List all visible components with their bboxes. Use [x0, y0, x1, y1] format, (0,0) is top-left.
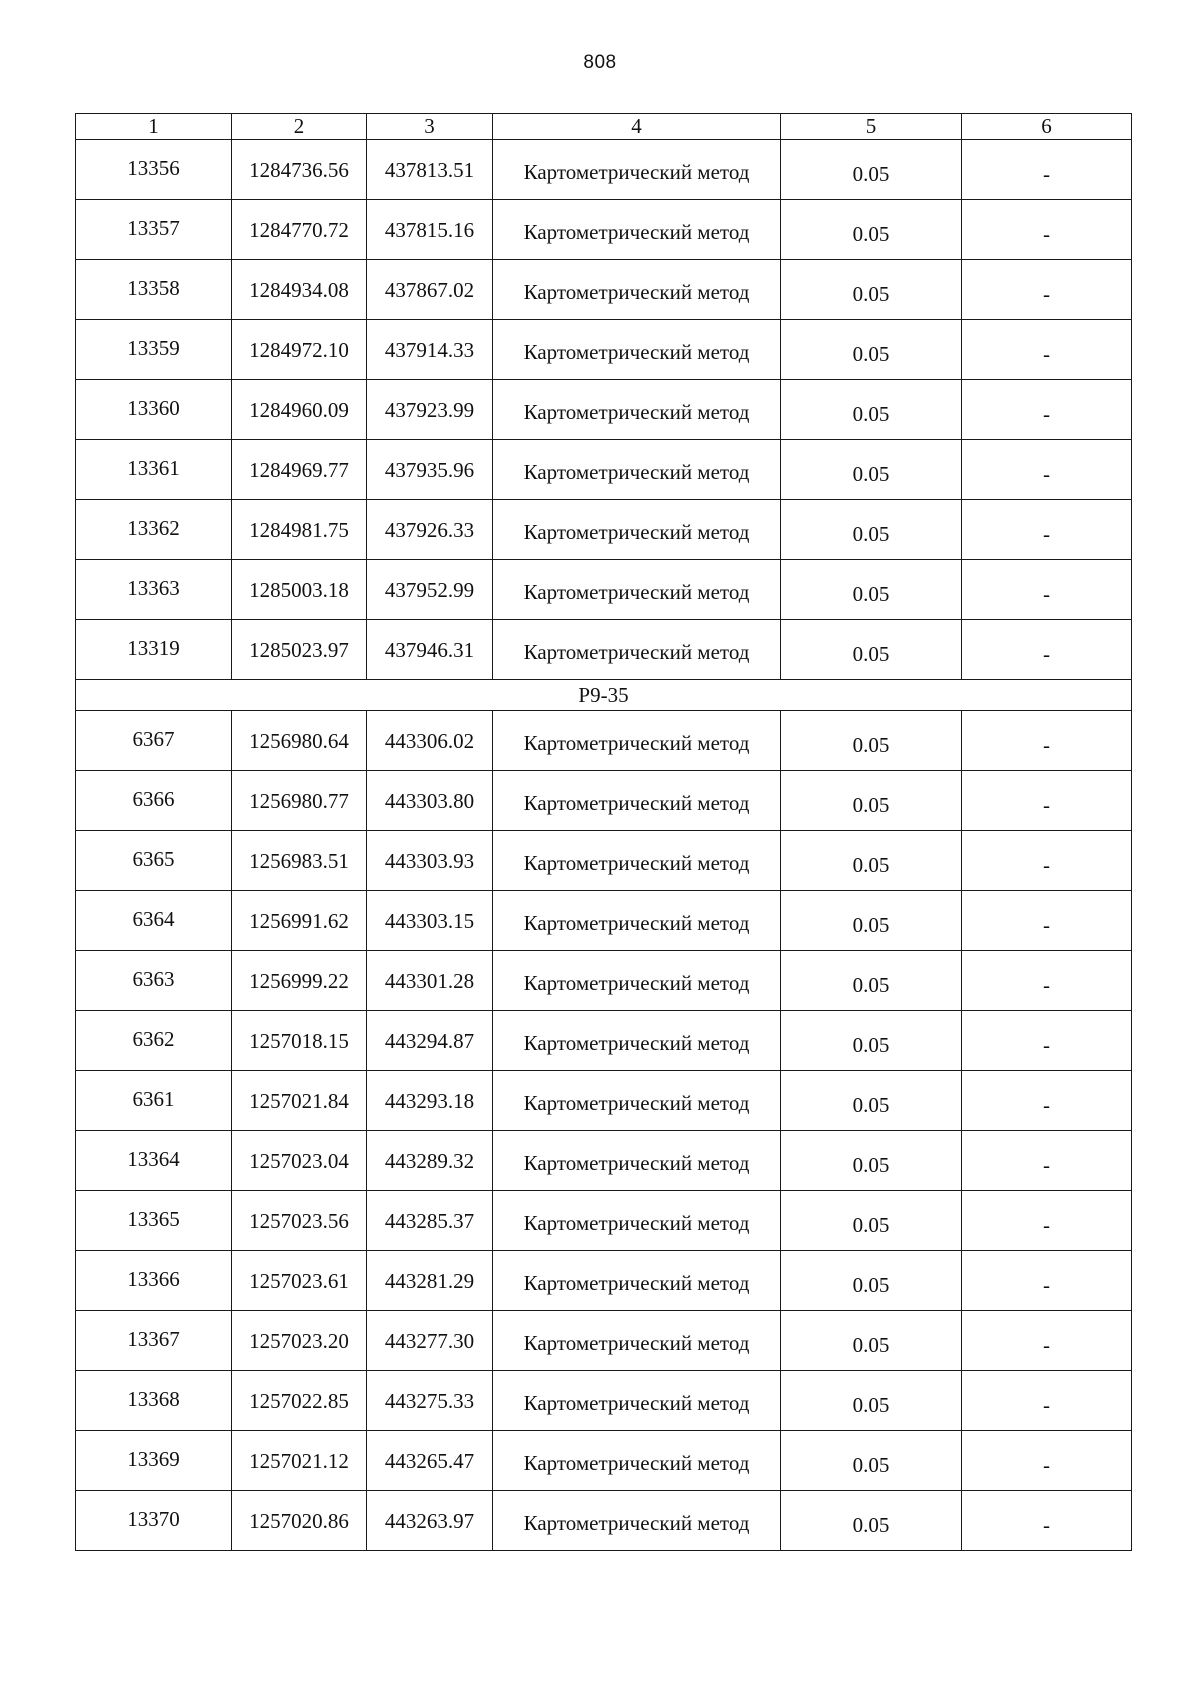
table-row	[76, 1431, 1132, 1491]
accuracy-cell: 0.05	[781, 831, 962, 891]
accuracy-cell: 0.05	[781, 1311, 962, 1371]
table-row	[76, 560, 1132, 620]
x-coordinate-cell: 1284770.72	[232, 200, 367, 260]
method-cell: Картометрический метод	[493, 1191, 781, 1251]
table-row	[76, 1071, 1132, 1131]
method-cell: Картометрический метод	[493, 380, 781, 440]
x-coordinate-cell: 1256980.77	[232, 771, 367, 831]
note-cell: -	[962, 320, 1132, 380]
point-number-cell: 6362	[76, 1011, 232, 1071]
note-cell: -	[962, 1071, 1132, 1131]
y-coordinate-cell: 437867.02	[367, 260, 493, 320]
note-cell: -	[962, 1431, 1132, 1491]
note-cell: -	[962, 771, 1132, 831]
x-coordinate-cell: 1256999.22	[232, 951, 367, 1011]
note-cell: -	[962, 951, 1132, 1011]
method-cell: Картометрический метод	[493, 500, 781, 560]
x-coordinate-cell: 1284969.77	[232, 440, 367, 500]
method-cell: Картометрический метод	[493, 620, 781, 680]
header-row	[76, 114, 1132, 140]
point-number-cell: 6363	[76, 951, 232, 1011]
note-cell: -	[962, 1251, 1132, 1311]
x-coordinate-cell: 1257021.84	[232, 1071, 367, 1131]
x-coordinate-cell: 1257023.04	[232, 1131, 367, 1191]
table-row	[76, 1131, 1132, 1191]
accuracy-cell: 0.05	[781, 891, 962, 951]
y-coordinate-cell: 437952.99	[367, 560, 493, 620]
note-cell: -	[962, 140, 1132, 200]
x-coordinate-cell: 1257020.86	[232, 1491, 367, 1551]
method-cell: Картометрический метод	[493, 1131, 781, 1191]
method-cell: Картометрический метод	[493, 1251, 781, 1311]
x-coordinate-cell: 1284960.09	[232, 380, 367, 440]
y-coordinate-cell: 443303.93	[367, 831, 493, 891]
note-cell: -	[962, 1371, 1132, 1431]
table-row	[76, 620, 1132, 680]
accuracy-cell: 0.05	[781, 951, 962, 1011]
method-cell: Картометрический метод	[493, 320, 781, 380]
table-row	[76, 380, 1132, 440]
note-cell: -	[962, 1131, 1132, 1191]
y-coordinate-cell: 443289.32	[367, 1131, 493, 1191]
accuracy-cell: 0.05	[781, 1371, 962, 1431]
point-number-cell: 13359	[76, 320, 232, 380]
x-coordinate-cell: 1284981.75	[232, 500, 367, 560]
method-cell: Картометрический метод	[493, 891, 781, 951]
y-coordinate-cell: 437935.96	[367, 440, 493, 500]
table-row	[76, 711, 1132, 771]
point-number-cell: 13319	[76, 620, 232, 680]
note-cell: -	[962, 891, 1132, 951]
column-header: 2	[232, 114, 367, 140]
method-cell: Картометрический метод	[493, 1431, 781, 1491]
point-number-cell: 13363	[76, 560, 232, 620]
table-row	[76, 320, 1132, 380]
method-cell: Картометрический метод	[493, 140, 781, 200]
x-coordinate-cell: 1285023.97	[232, 620, 367, 680]
y-coordinate-cell: 443277.30	[367, 1311, 493, 1371]
method-cell: Картометрический метод	[493, 200, 781, 260]
note-cell: -	[962, 1011, 1132, 1071]
method-cell: Картометрический метод	[493, 771, 781, 831]
x-coordinate-cell: 1284934.08	[232, 260, 367, 320]
y-coordinate-cell: 443263.97	[367, 1491, 493, 1551]
accuracy-cell: 0.05	[781, 560, 962, 620]
x-coordinate-cell: 1284972.10	[232, 320, 367, 380]
x-coordinate-cell: 1256983.51	[232, 831, 367, 891]
accuracy-cell: 0.05	[781, 711, 962, 771]
point-number-cell: 13360	[76, 380, 232, 440]
note-cell: -	[962, 440, 1132, 500]
table-row	[76, 951, 1132, 1011]
accuracy-cell: 0.05	[781, 1191, 962, 1251]
method-cell: Картометрический метод	[493, 1491, 781, 1551]
method-cell: Картометрический метод	[493, 951, 781, 1011]
point-number-cell: 13358	[76, 260, 232, 320]
table-row	[76, 1191, 1132, 1251]
method-cell: Картометрический метод	[493, 1311, 781, 1371]
y-coordinate-cell: 443303.15	[367, 891, 493, 951]
point-number-cell: 13369	[76, 1431, 232, 1491]
point-number-cell: 13368	[76, 1371, 232, 1431]
accuracy-cell: 0.05	[781, 1131, 962, 1191]
note-cell: -	[962, 1491, 1132, 1551]
table-row	[76, 200, 1132, 260]
accuracy-cell: 0.05	[781, 440, 962, 500]
note-cell: -	[962, 500, 1132, 560]
table-row	[76, 140, 1132, 200]
page-number: 808	[583, 52, 617, 73]
table-row	[76, 1251, 1132, 1311]
y-coordinate-cell: 443301.28	[367, 951, 493, 1011]
y-coordinate-cell: 443306.02	[367, 711, 493, 771]
y-coordinate-cell: 443294.87	[367, 1011, 493, 1071]
accuracy-cell: 0.05	[781, 1431, 962, 1491]
note-cell: -	[962, 200, 1132, 260]
accuracy-cell: 0.05	[781, 320, 962, 380]
note-cell: -	[962, 1191, 1132, 1251]
table-row	[76, 440, 1132, 500]
x-coordinate-cell: 1257018.15	[232, 1011, 367, 1071]
accuracy-cell: 0.05	[781, 500, 962, 560]
x-coordinate-cell: 1256991.62	[232, 891, 367, 951]
accuracy-cell: 0.05	[781, 620, 962, 680]
note-cell: -	[962, 711, 1132, 771]
column-header: 4	[493, 114, 781, 140]
y-coordinate-cell: 437813.51	[367, 140, 493, 200]
point-number-cell: 6366	[76, 771, 232, 831]
point-number-cell: 13367	[76, 1311, 232, 1371]
note-cell: -	[962, 831, 1132, 891]
point-number-cell: 13366	[76, 1251, 232, 1311]
table-row	[76, 1371, 1132, 1431]
point-number-cell: 13370	[76, 1491, 232, 1551]
accuracy-cell: 0.05	[781, 1071, 962, 1131]
method-cell: Картометрический метод	[493, 1371, 781, 1431]
column-header: 3	[367, 114, 493, 140]
note-cell: -	[962, 380, 1132, 440]
accuracy-cell: 0.05	[781, 200, 962, 260]
table-row	[76, 771, 1132, 831]
y-coordinate-cell: 443303.80	[367, 771, 493, 831]
point-number-cell: 6365	[76, 831, 232, 891]
point-number-cell: 6364	[76, 891, 232, 951]
x-coordinate-cell: 1257023.61	[232, 1251, 367, 1311]
note-cell: -	[962, 560, 1132, 620]
x-coordinate-cell: 1257022.85	[232, 1371, 367, 1431]
x-coordinate-cell: 1257021.12	[232, 1431, 367, 1491]
point-number-cell: 13356	[76, 140, 232, 200]
accuracy-cell: 0.05	[781, 1011, 962, 1071]
table-body	[76, 114, 1132, 1551]
point-number-cell: 13357	[76, 200, 232, 260]
method-cell: Картометрический метод	[493, 560, 781, 620]
method-cell: Картометрический метод	[493, 260, 781, 320]
y-coordinate-cell: 437946.31	[367, 620, 493, 680]
method-cell: Картометрический метод	[493, 711, 781, 771]
table-row	[76, 891, 1132, 951]
x-coordinate-cell: 1257023.20	[232, 1311, 367, 1371]
note-cell: -	[962, 620, 1132, 680]
y-coordinate-cell: 437923.99	[367, 380, 493, 440]
point-number-cell: 13365	[76, 1191, 232, 1251]
method-cell: Картометрический метод	[493, 1011, 781, 1071]
y-coordinate-cell: 437914.33	[367, 320, 493, 380]
section-title: P9-35	[76, 680, 1132, 711]
table-row	[76, 831, 1132, 891]
x-coordinate-cell: 1256980.64	[232, 711, 367, 771]
point-number-cell: 13361	[76, 440, 232, 500]
accuracy-cell: 0.05	[781, 380, 962, 440]
column-header: 5	[781, 114, 962, 140]
note-cell: -	[962, 260, 1132, 320]
method-cell: Картометрический метод	[493, 831, 781, 891]
column-header: 1	[76, 114, 232, 140]
point-number-cell: 13364	[76, 1131, 232, 1191]
point-number-cell: 6361	[76, 1071, 232, 1131]
table-row	[76, 1491, 1132, 1551]
column-header: 6	[962, 114, 1132, 140]
table-row	[76, 500, 1132, 560]
accuracy-cell: 0.05	[781, 140, 962, 200]
y-coordinate-cell: 443293.18	[367, 1071, 493, 1131]
y-coordinate-cell: 443285.37	[367, 1191, 493, 1251]
table-row	[76, 1011, 1132, 1071]
y-coordinate-cell: 443265.47	[367, 1431, 493, 1491]
y-coordinate-cell: 437815.16	[367, 200, 493, 260]
x-coordinate-cell: 1257023.56	[232, 1191, 367, 1251]
method-cell: Картометрический метод	[493, 1071, 781, 1131]
section-row	[76, 680, 1132, 711]
table-row	[76, 260, 1132, 320]
x-coordinate-cell: 1285003.18	[232, 560, 367, 620]
note-cell: -	[962, 1311, 1132, 1371]
y-coordinate-cell: 437926.33	[367, 500, 493, 560]
method-cell: Картометрический метод	[493, 440, 781, 500]
point-number-cell: 13362	[76, 500, 232, 560]
accuracy-cell: 0.05	[781, 1491, 962, 1551]
accuracy-cell: 0.05	[781, 260, 962, 320]
coordinates-table	[75, 113, 1132, 1551]
table-row	[76, 1311, 1132, 1371]
y-coordinate-cell: 443281.29	[367, 1251, 493, 1311]
y-coordinate-cell: 443275.33	[367, 1371, 493, 1431]
accuracy-cell: 0.05	[781, 1251, 962, 1311]
x-coordinate-cell: 1284736.56	[232, 140, 367, 200]
accuracy-cell: 0.05	[781, 771, 962, 831]
point-number-cell: 6367	[76, 711, 232, 771]
